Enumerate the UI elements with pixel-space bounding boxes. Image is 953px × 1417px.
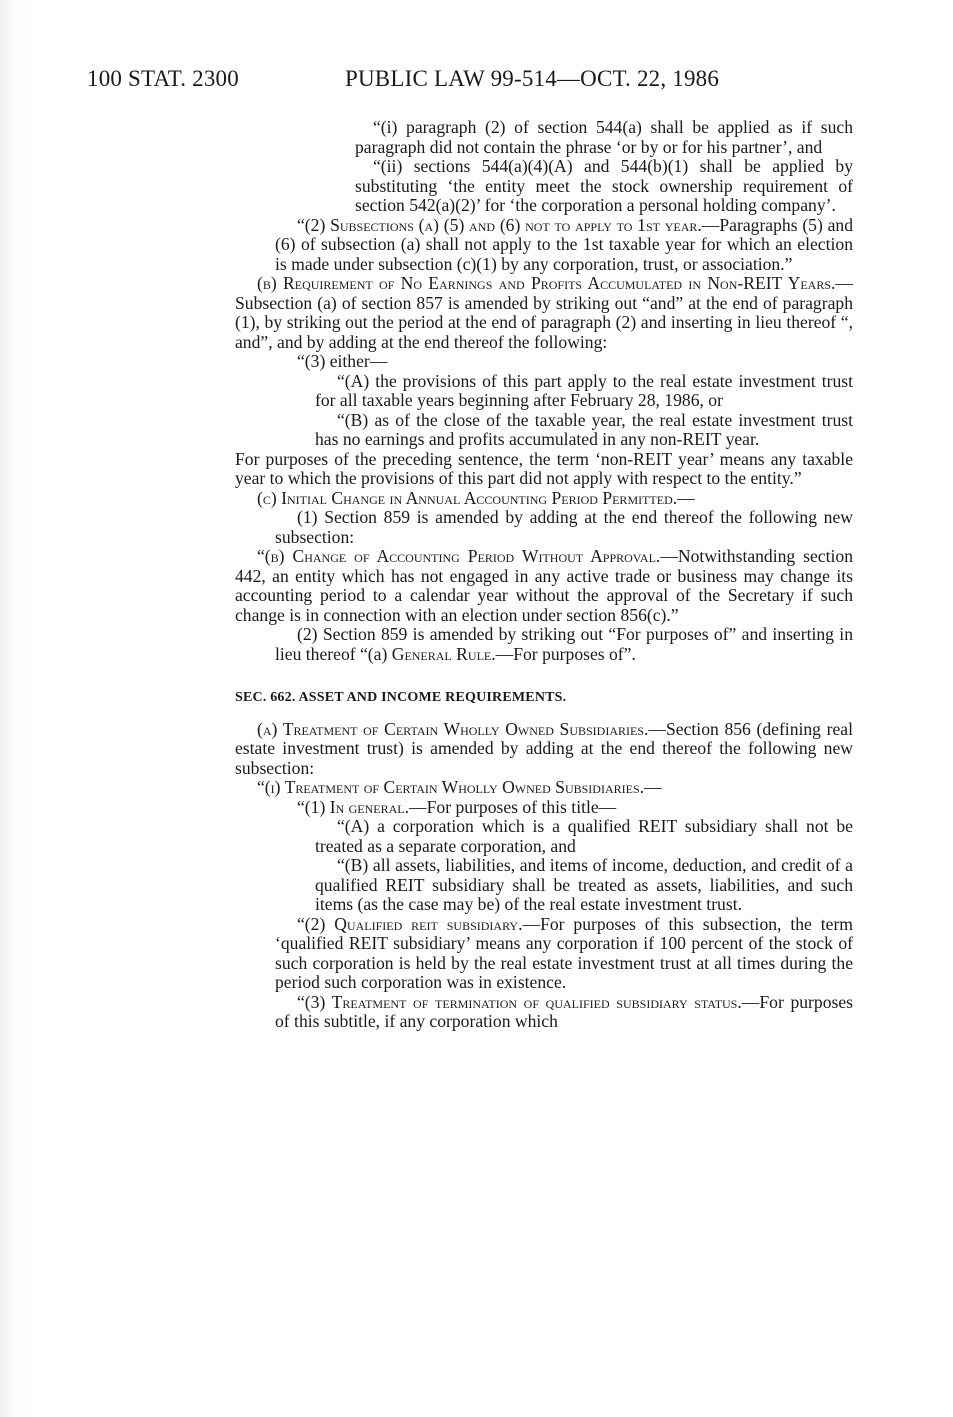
subsection-b-change-accounting <box>235 547 853 625</box>
page-header <box>0 66 953 96</box>
paragraph-text: (2) Section 859 is amended by striking out “For purposes of” and inserting in lieu thereof “(a) <box>275 624 853 664</box>
paragraph-text: For purposes of this subtitle, if any corporation which <box>275 991 853 1031</box>
subparagraph-B-assets: “(B) all assets, liabilities, and items of income, deduction, and credit of a qualified REIT subsidiary shall be treated as assets, liabilities, and such items (as the case may be) of the real estate investment trust. <box>315 855 853 914</box>
paragraph-heading: “(3) Treatment of termination of qualified subsidiary status.— <box>297 991 760 1012</box>
subsection-heading: (b) Requirement of No Earnings and Profits Accumulated in Non-REIT Years.— <box>257 273 853 293</box>
statute-page-number: 100 STAT. 2300 <box>87 66 239 91</box>
paragraph-3-termination <box>235 993 853 1032</box>
paragraph-1-section-859: (1) Section 859 is amended by adding at the end thereof the following new subsection: <box>275 507 853 547</box>
subsection-heading: “(i) Treatment of Certain Wholly Owned Subsidiaries.— <box>257 777 662 797</box>
public-law-title: PUBLIC LAW 99-514—OCT. 22, 1986 <box>345 66 720 91</box>
paragraph-text: For purposes of this title— <box>426 796 617 817</box>
section-heading: SEC. 662. ASSET AND INCOME REQUIREMENTS. <box>235 690 567 705</box>
subsection-text: Subsection (a) of section 857 is amended by striking out “and” at the end of paragraph (1), by striking out the period at the end of paragraph (2) and inserting in lieu thereof “, and”, and by adding at the end thereof the following: <box>235 292 853 352</box>
paragraph-text-end: .—For purposes of”. <box>491 643 636 664</box>
paragraph-3-either: “(3) either— <box>297 351 388 371</box>
subsection-heading: (a) Treatment of Certain Wholly Owned Subsidiaries.— <box>257 718 667 739</box>
subsection-heading: (c) Initial Change in Annual Accounting Period Permitted.— <box>257 487 695 508</box>
subparagraph-A-corporation: “(A) a corporation which is a qualified REIT subsidiary shall not be treated as a separate corporation, and <box>315 816 853 856</box>
subparagraph-A: “(A) the provisions of this part apply to the real estate investment trust for all taxable years beginning after February 28, 1986, or <box>315 370 853 410</box>
paragraph-2-section-859 <box>235 625 853 664</box>
paragraph-i: “(i) paragraph (2) of section 544(a) shall be applied as if such paragraph did not contain the phrase ‘or by or for his partner’, and <box>355 117 853 157</box>
subsection-i-heading <box>235 778 853 798</box>
general-rule-label: General Rule <box>391 643 492 664</box>
subsection-a-treatment <box>235 720 853 779</box>
paragraph-ii: “(ii) sections 544(a)(4)(A) and 544(b)(1) shall be applied by substituting ‘the entity meet the stock ownership requirement of section 542(a)(2)’ for ‘the corporation a personal holding company’. <box>355 156 853 215</box>
subsection-heading: “(b) Change of Accounting Period Without Approval.— <box>257 546 678 566</box>
subsection-text: Section 856 (defining real estate investment trust) is amended by adding at the end thereof the following new subsection: <box>235 718 853 778</box>
document-body <box>235 118 853 1032</box>
subsection-b <box>235 274 853 352</box>
paragraph-1-in-general <box>235 798 853 818</box>
paragraph-heading: “(1) In general.— <box>297 796 427 817</box>
paragraph-2-subsections <box>235 216 853 275</box>
paragraph-heading: “(2) Qualified reit subsidiary.— <box>297 913 541 934</box>
subparagraph-B: “(B) as of the close of the taxable year, the real estate investment trust has no earnings and profits accumulated in any non-REIT year. <box>315 409 853 449</box>
subsection-c-heading <box>235 489 853 509</box>
paragraph-text: For purposes of this subsection, the term ‘qualified REIT subsidiary’ means any corporation if 100 percent of the stock of such corporation is held by the real estate investment trust at all times during the period such corporation was in existence. <box>275 913 853 992</box>
paragraph-2-qualified-reit <box>235 915 853 993</box>
paragraph-text: Paragraphs (5) and (6) of subsection (a) shall not apply to the 1st taxable year for which an election is made under subsection (c)(1) by any corporation, trust, or association.” <box>275 214 853 274</box>
closing-sentence: For purposes of the preceding sentence, the term ‘non-REIT year’ means any taxable year to which the provisions of this part did not apply with respect to the entity.” <box>235 448 853 488</box>
subsection-text: Notwithstanding section 442, an entity which has not engaged in any active trade or business may change its accounting period to a calendar year without the approval of the Secretary if such change is in connection with an election under section 856(c).” <box>235 546 853 625</box>
paragraph-heading: “(2) Subsections (a) (5) and (6) not to apply to 1st year.— <box>297 214 720 235</box>
